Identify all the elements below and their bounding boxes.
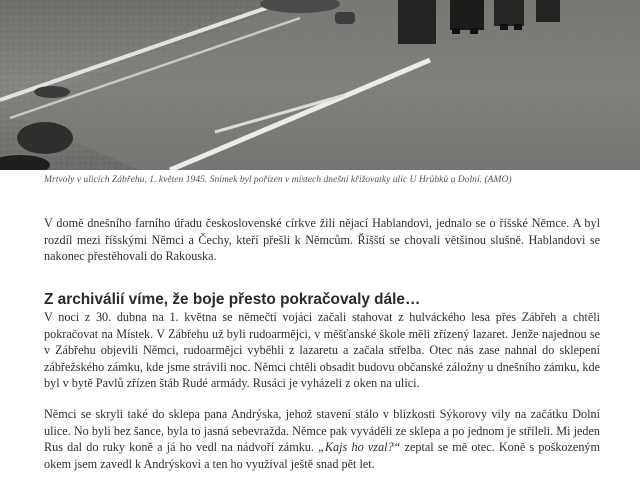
standing-figure (494, 0, 524, 26)
photo-illustration (0, 0, 640, 170)
paragraph-hablandovi: V domě dnešního farního úřadu československé církve žili nějací Hablandovi, jednalo se o říšské Němce. A byl rozdíl mezi říšskými Němci a Čechy, kteří přešli k Němcům. Říšští se chovali většinou slušně. Hablandovi se nakonec přestěhovali do Rakouska. (44, 216, 600, 264)
standing-figure (450, 0, 484, 30)
boot (470, 28, 478, 34)
paragraph-text: zeptal se mě otec. Koně s poškozeným okem jsem zavedl k Andrýskovi a ten ho využíval ještě snad pět let. (44, 440, 601, 471)
debris (335, 12, 355, 24)
boot (500, 24, 508, 30)
historical-photo (0, 0, 640, 170)
boot (514, 24, 522, 30)
photo-caption: Mrtvoly v ulicích Zábřehu, 1. květen 1945. Snímek byl pořízen v místech dnešní křižovatky ulic U Hrůbků a Dolní. (AMO) (44, 174, 512, 185)
boot (452, 28, 460, 34)
quote: „Kajs ho vzal?“ (318, 440, 401, 455)
debris (34, 86, 70, 98)
paragraph-battle: V noci z 30. dubna na 1. května se němečtí vojáci začali stahovat z hulváckého lesa přes Zábřeh a chtěli pokračovat na Místek. V Zábřehu už byli rudoarmějci, v měšťanské škole měli zřízený lazaret. Jenže najednou se v Zábřehu objevili Němci, rudoarmějci vyběhli z lazaretu a začala střelba. Otec nás zase nahnal do sklepení zábřežského zámku, kde jsme strávili noc. Němci chtěli obsadit budovu občanské záložny u dnešního zámku, kde byl v bytě Pavlů zřízen štáb Rudé armády. Rusáci je vyházeli z oken na ulici. (44, 310, 600, 391)
standing-figure (398, 0, 436, 44)
section-heading: Z archiválií víme, že boje přesto pokračovaly dále… (44, 291, 421, 308)
fallen-body (17, 122, 73, 154)
paragraph-text: Němci se skryli také do sklepa pana Andrýska, jehož stavení stálo v blízkosti Sýkorovy vily na začátku Dolní ulice. No byli bez šance, byla to jasná sebevražda. Němce pak vyváděli ze sklepa a po jednom je stříleli. Mi jeden Rus dal do ruky koně a já ho vedl na nádvoří zámku. (44, 407, 600, 455)
paragraph-andrysek (44, 406, 600, 472)
standing-figure (536, 0, 560, 22)
